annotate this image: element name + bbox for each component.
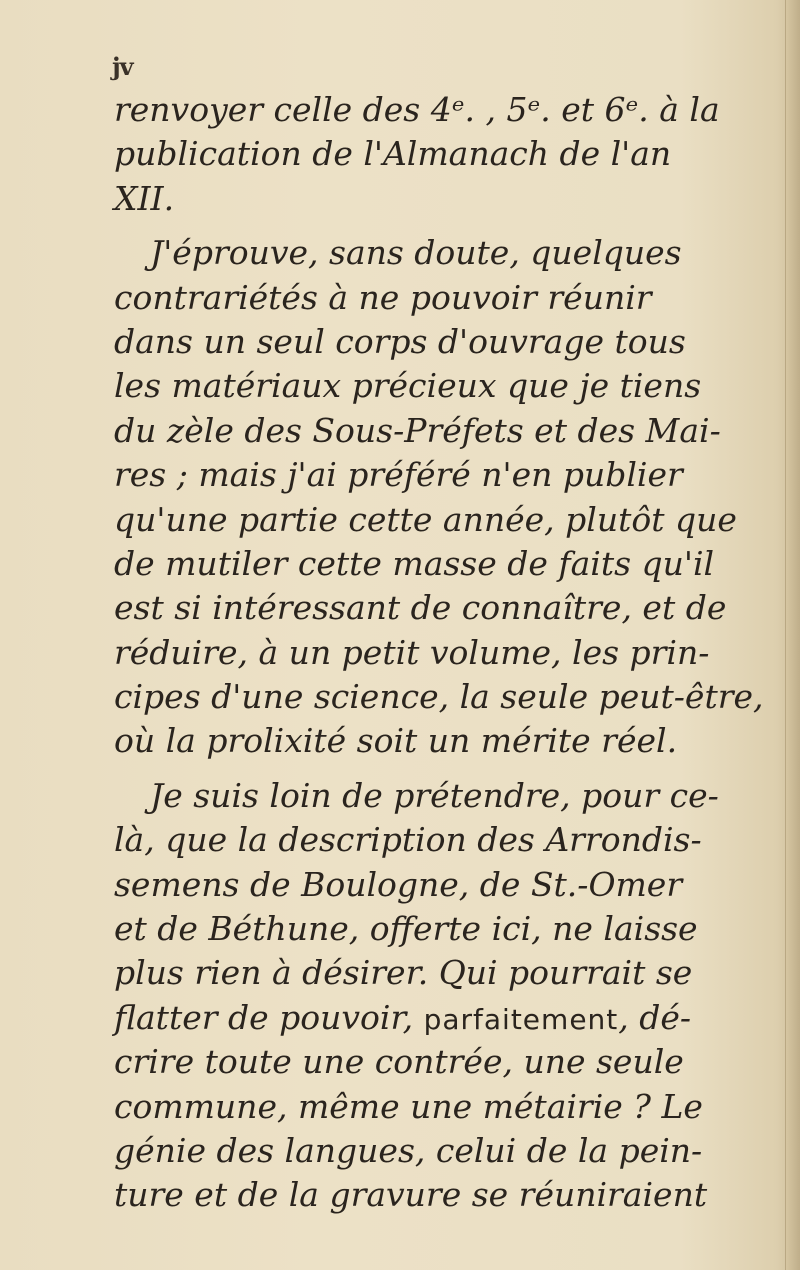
text-line-mixed: flatter de pouvoir, parfaitement, dé- bbox=[114, 997, 692, 1037]
text-line: est si intéressant de connaître, et de bbox=[114, 588, 727, 628]
text-line: contrariétés à ne pouvoir réunir bbox=[114, 277, 652, 317]
text-line: plus rien à désirer. Qui pourrait se bbox=[114, 953, 693, 993]
text-line: XII. bbox=[114, 178, 175, 218]
text-line: du zèle des Sous-Préfets et des Mai- bbox=[114, 410, 721, 450]
text-line: Je suis loin de prétendre, pour ce- bbox=[150, 775, 719, 815]
text-line: cipes d'une science, la seule peut-être, bbox=[114, 677, 764, 717]
text-line: là, que la description des Arrondis- bbox=[114, 820, 702, 860]
text-line: J'éprouve, sans doute, quelques bbox=[150, 233, 682, 273]
text-line: génie des langues, celui de la pein- bbox=[114, 1130, 703, 1170]
page-edge bbox=[785, 0, 800, 1270]
text-line: les matériaux précieux que je tiens bbox=[114, 366, 702, 406]
text-line: renvoyer celle des 4ᵉ. , 5ᵉ. et 6ᵉ. à la bbox=[114, 90, 720, 129]
text-line: res ; mais j'ai préféré n'en publier bbox=[114, 455, 683, 495]
text-line: et de Béthune, offerte ici, ne laisse bbox=[114, 909, 698, 949]
text-line: ture et de la gravure se réuniraient bbox=[114, 1175, 708, 1215]
text-line: dans un seul corps d'ouvrage tous bbox=[114, 321, 686, 361]
text-line: réduire, à un petit volume, les prin- bbox=[114, 632, 710, 672]
text-line: semens de Boulogne, de St.-Omer bbox=[114, 864, 683, 904]
page-text bbox=[114, 88, 782, 1218]
page-number: jv bbox=[112, 52, 133, 81]
text-line: de mutiler cette masse de faits qu'il bbox=[114, 543, 715, 583]
text-line: publication de l'Almanach de l'an bbox=[114, 134, 672, 174]
text-line: commune, même une métairie ? Le bbox=[114, 1086, 703, 1126]
text-line: crire toute une contrée, une seule bbox=[114, 1042, 684, 1082]
text-line: où la prolixité soit un mérite réel. bbox=[114, 721, 678, 761]
text-line: qu'une partie cette année, plutôt que bbox=[114, 499, 737, 539]
